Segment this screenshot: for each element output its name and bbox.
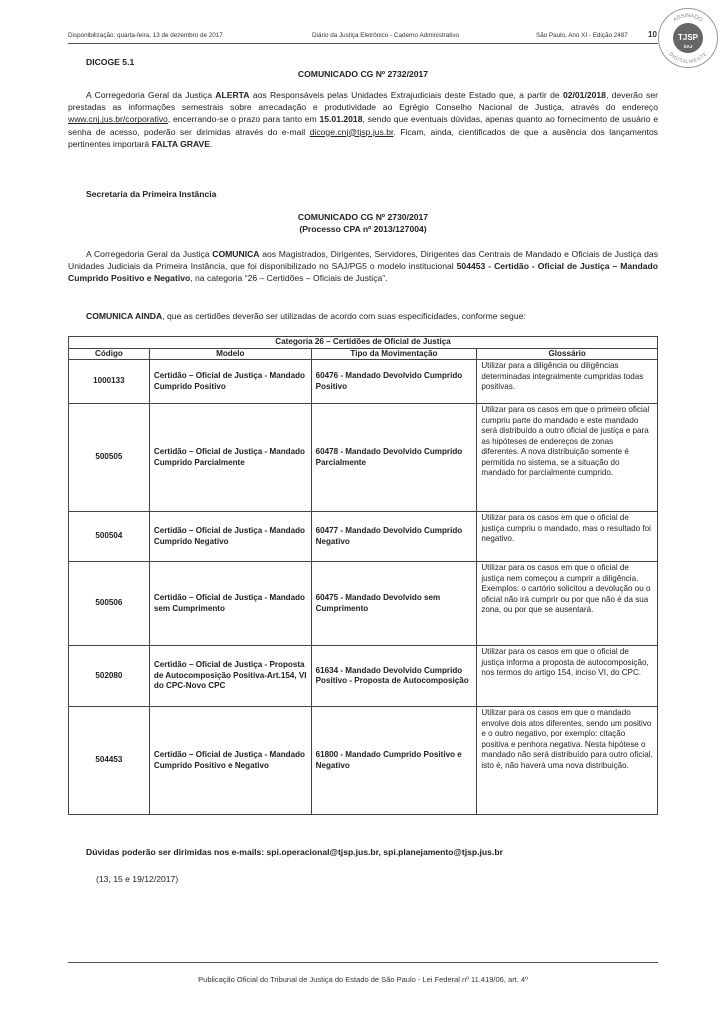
cell-model: Certidão – Oficial de Justiça - Mandado Cumprido Parcialmente [149,404,311,512]
cell-type: 60478 - Mandado Devolvido Cumprido Parcialmente [311,404,477,512]
col-header-code: Código [69,348,150,360]
col-header-model: Modelo [149,348,311,360]
process-number: (Processo CPA nº 2013/127004) [299,224,427,234]
doubts-emails: Dúvidas poderão ser dirimidas nos e-mails: spi.operacional@tjsp.jus.br, spi.planejamento@tjsp.jus.br [86,847,503,857]
table-row [69,646,658,707]
cell-code: 500504 [69,512,150,562]
section-dicoge: DICOGE 5.1 [86,57,135,67]
publication-dates: (13, 15 e 19/12/2017) [96,874,179,884]
table-row [69,562,658,646]
cell-code: 504453 [69,707,150,815]
cell-type: 60475 - Mandado Devolvido sem Cumprimento [311,562,477,646]
cell-glossary: Utilizar para os casos em que o oficial de justiça cumpriu o mandado, mas o resultado foi negativo. [477,512,658,562]
comunicado-2732-body: A Corregedoria Geral da Justiça ALERTA aos Responsáveis pelas Unidades Extrajudiciais deste Estado que, a partir de 02/01/2018, deverão ser prestadas as informações semestrais sobre arrecadação e produtividade ao Egrégio Conselho Nacional de Justiça, através do endereço www.cnj.jus.br/corporativo, encerrando-se o prazo para tanto em 15.01.2018, sendo que eventuais dúvidas, apenas quanto ao fornecimento de usuário e senha de acesso, poderão ser dirimidas através do e-mail dicoge.cnj@tjsp.jus.br. Ficam, ainda, cientificados de que a ausência dos lançamentos pertinentes importará FALTA GRAVE. [68,90,658,149]
table-caption: Categoria 26 – Certidões de Oficial de Justiça [69,337,658,349]
comunicado-2732-title: COMUNICADO CG Nº 2732/2017 [297,69,429,79]
comunicado-2730-title: COMUNICADO CG Nº 2730/2017 [297,212,429,222]
comunica-ainda-paragraph: COMUNICA AINDA, que as certidões deverão ser utilizadas de acordo com suas especificidades, conforme segue: [86,311,526,321]
cell-code: 502080 [69,646,150,707]
cell-glossary: Utilizar para os casos em que o oficial de justiça informa a proposta de autocomposição, nos termos do artigo 154, inciso VI, do CPC. [477,646,658,707]
col-header-glossary: Glossário [477,348,658,360]
dicoge-email-link[interactable]: dicoge.cnj@tjsp.jus.br [309,126,394,137]
cell-code: 1000133 [69,360,150,404]
cell-type: 60476 - Mandado Devolvido Cumprido Positivo [311,360,477,404]
header-rule [68,43,658,44]
table-row [69,512,658,562]
cell-glossary: Utilizar para os casos em que o primeiro oficial cumpriu parte do mandado e este mandado será distribuído a outro oficial de justiça e para as hipóteses de endereços de zonas diferentes. A nova distribuição somente é permitida no sistema, se a situação do mandado for parcialmente cumprido. [477,404,658,512]
cell-type: 60477 - Mandado Devolvido Cumprido Negativo [311,512,477,562]
col-header-type: Tipo da Movimentação [311,348,477,360]
footer-rule [68,962,658,963]
cell-model: Certidão – Oficial de Justiça - Mandado Cumprido Positivo e Negativo [149,707,311,815]
certidoes-table [68,336,658,815]
seal-logo: TJSP [673,23,703,53]
cell-code: 500505 [69,404,150,512]
cell-type: 61634 - Mandado Devolvido Cumprido Positivo - Proposta de Autocomposição [311,646,477,707]
journal-name: Diário da Justiça Eletrônico - Caderno Administrativo [312,32,459,39]
seal-text-top: ASSINADO [672,12,704,24]
cell-glossary: Utilizar para os casos em que o mandado envolve dois atos diferentes, sendo um positivo e o outro negativo, por exemplo: citação positiva e penhora negativa. Nesta hipótese o mandado não será distribuído para outro oficial, isto é, não haverá uma nova distribuição. [477,707,658,815]
page-footer: Publicação Oficial do Tribunal de Justiça do Estado de São Paulo - Lei Federal nº 11.419/06, art. 4º [198,975,528,984]
table-row [69,360,658,404]
availability-date: Disponibilização: quarta-feira, 13 de dezembro de 2017 [68,32,223,39]
cell-glossary: Utilizar para a diligência ou diligências determinadas integralmente cumpridas todas positivas. [477,360,658,404]
cnj-corporativo-link[interactable]: www.cnj.jus.br/corporativo [68,114,168,125]
cell-model: Certidão – Oficial de Justiça - Mandado Cumprido Negativo [149,512,311,562]
section-primeira-instancia: Secretaria da Primeira Instância [86,189,217,199]
seal-text-bottom: DIGITALMENTE [667,51,709,66]
comunicado-2730-body: A Corregedoria Geral da Justiça COMUNICA aos Magistrados, Dirigentes, Servidores, Dirigentes das Centrais de Mandado e Oficiais de Justiça das Unidades Judiciais da Primeira Instância, que foi disponibilizado no SAJ/PG5 o modelo institucional 504453 - Certidão - Oficial de Justiça – Mandado Cumprido Positivo e Negativo, na categoria “26 – Certidões – Oficiais de Justiça”. [68,249,658,284]
cell-code: 500506 [69,562,150,646]
cell-glossary: Utilizar para os casos em que o oficial de justiça nem começou a cumprir a diligência. Exemplos: o cartório solicitou a devolução ou o oficial não irá cumprir ou por que não é da sua zona, ou por que se ausentará. [477,562,658,646]
cell-type: 61800 - Mandado Cumprido Positivo e Negativo [311,707,477,815]
table-row [69,707,658,815]
cell-model: Certidão – Oficial de Justiça - Proposta de Autocomposição Positiva-Art.154, VI do CPC-Novo CPC [149,646,311,707]
page-number: 10 [648,30,657,39]
cell-model: Certidão – Oficial de Justiça - Mandado Cumprido Positivo [149,360,311,404]
table-row [69,404,658,512]
cell-model: Certidão – Oficial de Justiça - Mandado sem Cumprimento [149,562,311,646]
page-header [68,30,658,42]
table-header-row [69,348,658,360]
edition-info: São Paulo, Ano XI - Edição 2487 [536,32,628,39]
seal-subtext: SAJ [683,44,693,49]
